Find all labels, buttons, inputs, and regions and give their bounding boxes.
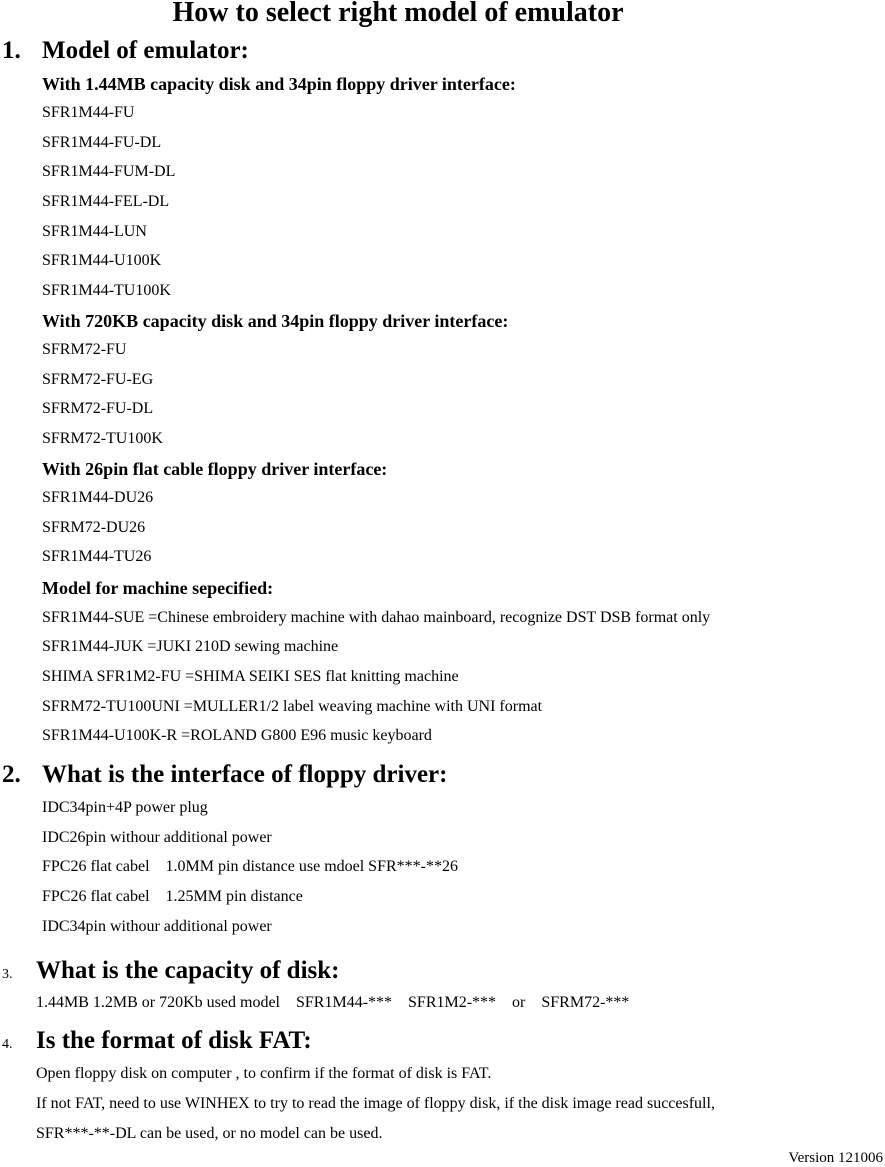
section-4-number: 4. [2, 1037, 13, 1052]
section-2-number: 2. [2, 761, 21, 788]
interface-item: IDC26pin withour additional power [42, 829, 272, 846]
model-item: SFR1M44-FU [42, 104, 135, 121]
group-144mb-heading: With 1.44MB capacity disk and 34pin floppy driver interface: [42, 74, 516, 94]
model-item: SFR1M44-TU100K [42, 282, 171, 299]
model-item: SFR1M44-DU26 [42, 489, 154, 506]
interface-item: FPC26 flat cabel 1.25MM pin distance [42, 888, 303, 905]
page-title: How to select right model of emulator [172, 0, 624, 28]
interface-item: IDC34pin withour additional power [42, 918, 272, 935]
model-item: SFRM72-DU26 [42, 519, 146, 536]
model-item: SFRM72-TU100K [42, 430, 163, 447]
model-item: SFR1M44-TU26 [42, 548, 152, 565]
format-item: Open floppy disk on computer , to confirm if the format of disk is FAT. [36, 1065, 492, 1082]
section-2-heading: What is the interface of floppy driver: [42, 761, 448, 788]
model-item: SFRM72-FU [42, 341, 127, 358]
group-720kb-heading: With 720KB capacity disk and 34pin floppy driver interface: [42, 311, 509, 331]
model-item: SFR1M44-U100K [42, 252, 162, 269]
section-1-heading: Model of emulator: [42, 37, 249, 64]
model-item: SFR1M44-FU-DL [42, 134, 162, 151]
format-item: If not FAT, need to use WINHEX to try to read the image of floppy disk, if the disk image read succesfull, [36, 1095, 715, 1112]
model-item: SFRM72-FU-EG [42, 371, 154, 388]
interface-item: IDC34pin+4P power plug [42, 799, 208, 816]
version-label: Version 121006 [788, 1150, 883, 1166]
model-item: SFR1M44-LUN [42, 223, 147, 240]
model-item: SFR1M44-FUM-DL [42, 163, 176, 180]
model-item: SFRM72-FU-DL [42, 400, 154, 417]
section-1-number: 1. [2, 37, 21, 64]
interface-item: FPC26 flat cabel 1.0MM pin distance use mdoel SFR***-**26 [42, 858, 458, 875]
model-item: SHIMA SFR1M2-FU =SHIMA SEIKI SES flat knitting machine [42, 668, 459, 685]
section-3-number: 3. [2, 967, 13, 982]
section-4-heading: Is the format of disk FAT: [36, 1027, 312, 1054]
model-item: SFRM72-TU100UNI =MULLER1/2 label weaving machine with UNI format [42, 698, 543, 715]
group-machine-specified-heading: Model for machine sepecified: [42, 578, 274, 598]
model-item: SFR1M44-SUE =Chinese embroidery machine with dahao mainboard, recognize DST DSB format only [42, 609, 711, 626]
capacity-item: 1.44MB 1.2MB or 720Kb used model SFR1M44-*** SFR1M2-*** or SFRM72-*** [36, 994, 630, 1011]
model-item: SFR1M44-JUK =JUKI 210D sewing machine [42, 638, 339, 655]
group-26pin-heading: With 26pin flat cable floppy driver interface: [42, 459, 388, 479]
model-item: SFR1M44-U100K-R =ROLAND G800 E96 music keyboard [42, 727, 432, 744]
format-item: SFR***-**-DL can be used, or no model can be used. [36, 1125, 383, 1142]
section-3-heading: What is the capacity of disk: [36, 957, 340, 984]
model-item: SFR1M44-FEL-DL [42, 193, 170, 210]
